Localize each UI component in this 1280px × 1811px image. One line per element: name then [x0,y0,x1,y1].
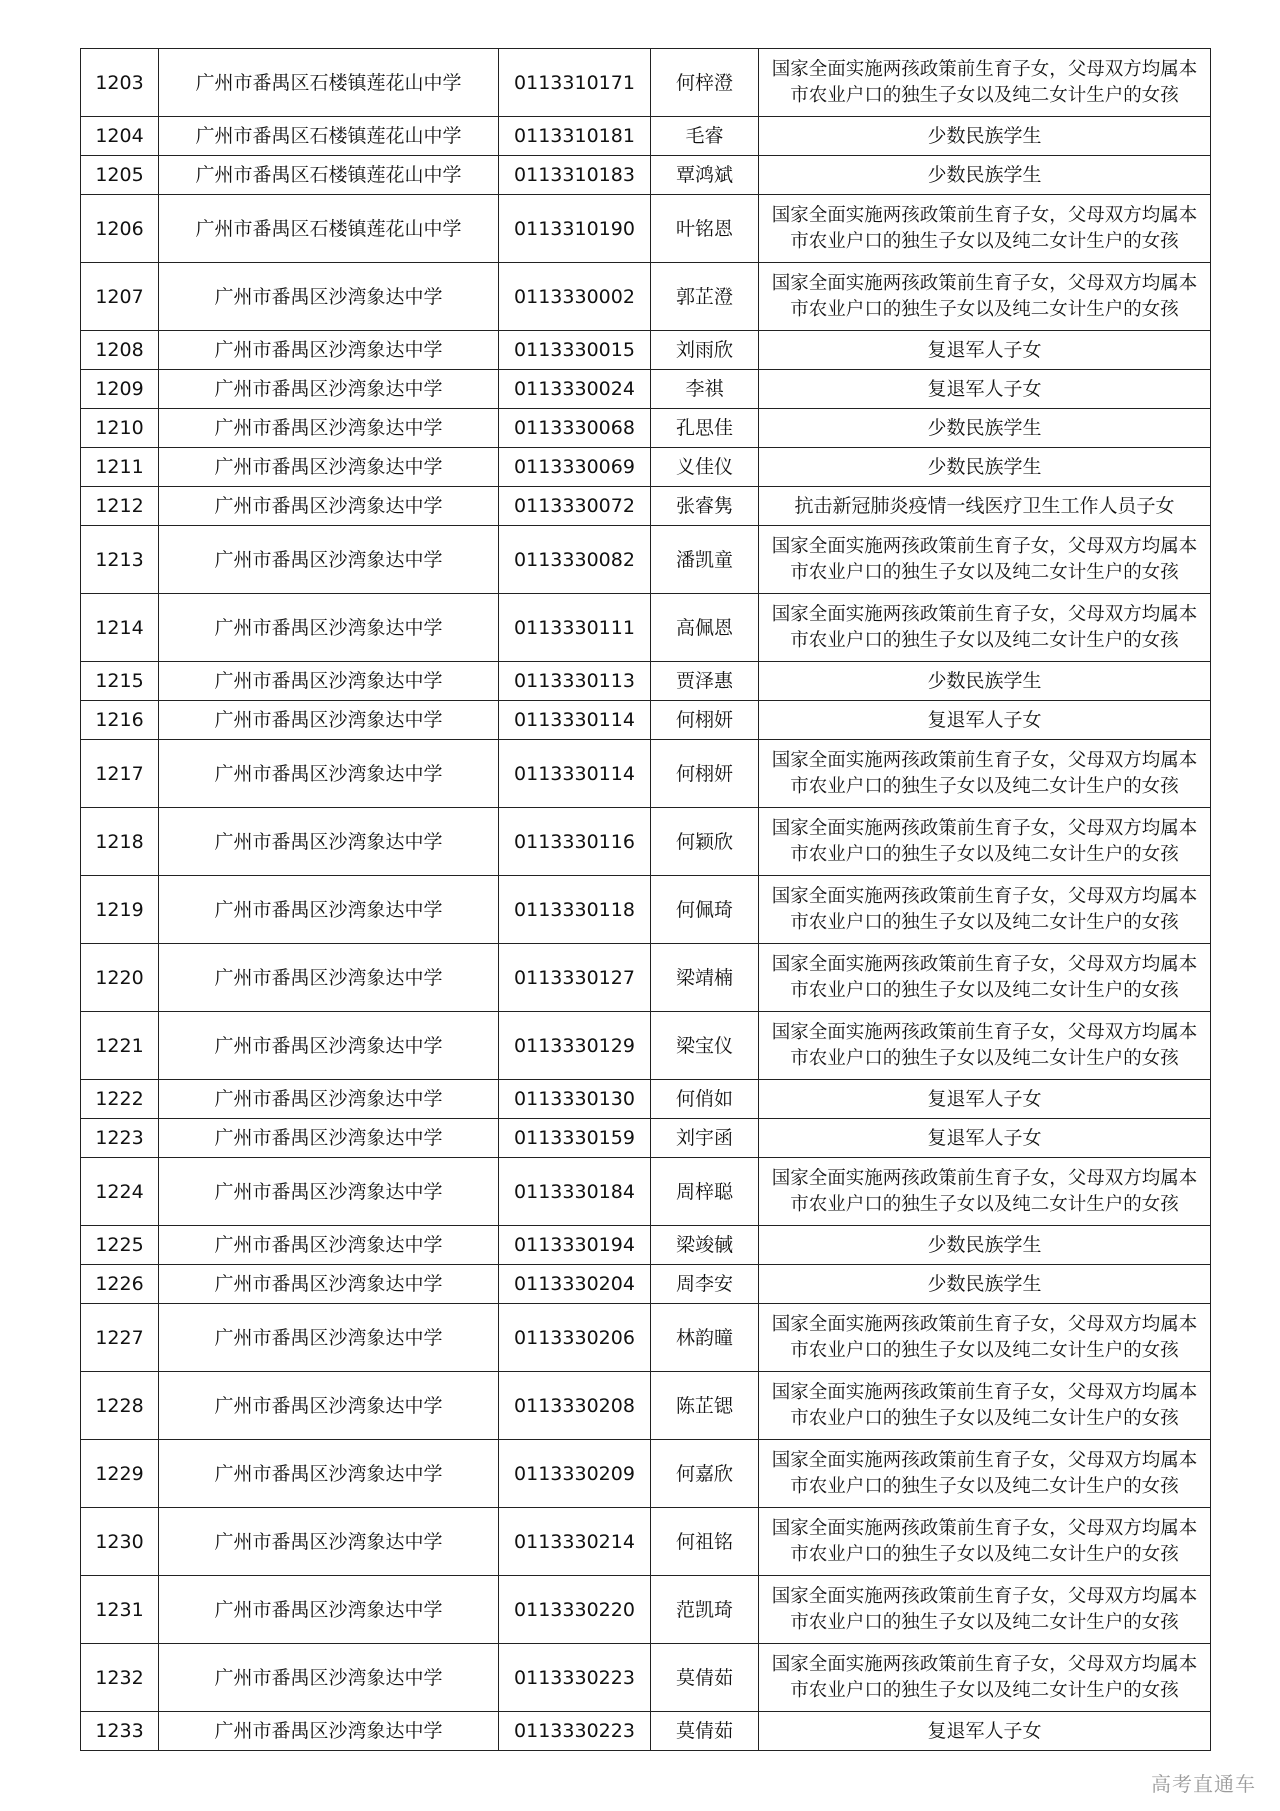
table-row [81,1372,1211,1440]
student-name-cell: 莫倩茹 [651,1712,759,1751]
category-cell: 国家全面实施两孩政策前生育子女，父母双方均属本市农业户口的独生子女以及纯二女计生户的女孩 [759,1304,1211,1372]
row-number-cell: 1222 [81,1080,159,1119]
table-row [81,1576,1211,1644]
school-cell: 广州市番禺区沙湾象达中学 [159,448,499,487]
school-cell: 广州市番禺区石楼镇莲花山中学 [159,195,499,263]
table-row [81,1119,1211,1158]
category-cell: 国家全面实施两孩政策前生育子女，父母双方均属本市农业户口的独生子女以及纯二女计生户的女孩 [759,594,1211,662]
student-id-cell: 0113330082 [499,526,651,594]
row-number-cell: 1217 [81,740,159,808]
table-row [81,1440,1211,1508]
table-row [81,487,1211,526]
table-row [81,409,1211,448]
table-row [81,1508,1211,1576]
category-cell: 少数民族学生 [759,448,1211,487]
school-cell: 广州市番禺区沙湾象达中学 [159,1576,499,1644]
category-cell: 国家全面实施两孩政策前生育子女，父母双方均属本市农业户口的独生子女以及纯二女计生户的女孩 [759,263,1211,331]
watermark-text: 高考直通车 [1151,1772,1256,1796]
school-cell: 广州市番禺区石楼镇莲花山中学 [159,49,499,117]
school-cell: 广州市番禺区沙湾象达中学 [159,1012,499,1080]
school-cell: 广州市番禺区沙湾象达中学 [159,1119,499,1158]
table-row [81,1644,1211,1712]
school-cell: 广州市番禺区沙湾象达中学 [159,594,499,662]
school-cell: 广州市番禺区沙湾象达中学 [159,876,499,944]
row-number-cell: 1226 [81,1265,159,1304]
row-number-cell: 1204 [81,117,159,156]
category-cell: 国家全面实施两孩政策前生育子女，父母双方均属本市农业户口的独生子女以及纯二女计生户的女孩 [759,1644,1211,1712]
table-row [81,1226,1211,1265]
school-cell: 广州市番禺区沙湾象达中学 [159,1080,499,1119]
school-cell: 广州市番禺区沙湾象达中学 [159,1508,499,1576]
row-number-cell: 1212 [81,487,159,526]
row-number-cell: 1233 [81,1712,159,1751]
student-name-cell: 何颖欣 [651,808,759,876]
table-row [81,195,1211,263]
student-id-cell: 0113330072 [499,487,651,526]
student-id-cell: 0113330116 [499,808,651,876]
student-id-cell: 0113330223 [499,1644,651,1712]
table-row [81,331,1211,370]
category-cell: 国家全面实施两孩政策前生育子女，父母双方均属本市农业户口的独生子女以及纯二女计生户的女孩 [759,1158,1211,1226]
row-number-cell: 1209 [81,370,159,409]
table-row [81,876,1211,944]
table-row [81,526,1211,594]
table-row [81,594,1211,662]
row-number-cell: 1220 [81,944,159,1012]
student-name-cell: 梁竣戫 [651,1226,759,1265]
student-name-cell: 刘宇函 [651,1119,759,1158]
school-cell: 广州市番禺区沙湾象达中学 [159,808,499,876]
school-cell: 广州市番禺区沙湾象达中学 [159,1226,499,1265]
student-id-cell: 0113330024 [499,370,651,409]
row-number-cell: 1210 [81,409,159,448]
school-cell: 广州市番禺区沙湾象达中学 [159,1440,499,1508]
row-number-cell: 1221 [81,1012,159,1080]
table-row [81,1265,1211,1304]
student-name-cell: 义佳仪 [651,448,759,487]
category-cell: 国家全面实施两孩政策前生育子女，父母双方均属本市农业户口的独生子女以及纯二女计生户的女孩 [759,1576,1211,1644]
student-name-cell: 毛睿 [651,117,759,156]
table-row [81,662,1211,701]
category-cell: 国家全面实施两孩政策前生育子女，父母双方均属本市农业户口的独生子女以及纯二女计生户的女孩 [759,1440,1211,1508]
row-number-cell: 1227 [81,1304,159,1372]
category-cell: 复退军人子女 [759,370,1211,409]
student-name-cell: 贾泽惠 [651,662,759,701]
row-number-cell: 1216 [81,701,159,740]
row-number-cell: 1218 [81,808,159,876]
school-cell: 广州市番禺区石楼镇莲花山中学 [159,156,499,195]
table-row [81,1080,1211,1119]
student-name-cell: 莫倩茹 [651,1644,759,1712]
category-cell: 国家全面实施两孩政策前生育子女，父母双方均属本市农业户口的独生子女以及纯二女计生户的女孩 [759,1508,1211,1576]
school-cell: 广州市番禺区沙湾象达中学 [159,944,499,1012]
row-number-cell: 1203 [81,49,159,117]
school-cell: 广州市番禺区沙湾象达中学 [159,487,499,526]
category-cell: 少数民族学生 [759,1226,1211,1265]
table-row [81,944,1211,1012]
student-id-cell: 0113330015 [499,331,651,370]
student-name-cell: 郭芷澄 [651,263,759,331]
student-id-cell: 0113330159 [499,1119,651,1158]
student-id-cell: 0113330111 [499,594,651,662]
table-row [81,701,1211,740]
table-row [81,1012,1211,1080]
student-id-cell: 0113330206 [499,1304,651,1372]
category-cell: 国家全面实施两孩政策前生育子女，父母双方均属本市农业户口的独生子女以及纯二女计生户的女孩 [759,1372,1211,1440]
student-id-cell: 0113330184 [499,1158,651,1226]
student-name-cell: 何佩琦 [651,876,759,944]
category-cell: 国家全面实施两孩政策前生育子女，父母双方均属本市农业户口的独生子女以及纯二女计生户的女孩 [759,49,1211,117]
student-name-cell: 陈芷锶 [651,1372,759,1440]
table-row [81,740,1211,808]
student-name-cell: 孔思佳 [651,409,759,448]
row-number-cell: 1232 [81,1644,159,1712]
results-table [80,48,1211,1751]
row-number-cell: 1215 [81,662,159,701]
school-cell: 广州市番禺区沙湾象达中学 [159,331,499,370]
student-id-cell: 0113330114 [499,740,651,808]
student-id-cell: 0113330114 [499,701,651,740]
school-cell: 广州市番禺区沙湾象达中学 [159,1712,499,1751]
student-name-cell: 何栩妍 [651,701,759,740]
school-cell: 广州市番禺区沙湾象达中学 [159,263,499,331]
student-id-cell: 0113330208 [499,1372,651,1440]
category-cell: 少数民族学生 [759,409,1211,448]
student-id-cell: 0113330220 [499,1576,651,1644]
school-cell: 广州市番禺区沙湾象达中学 [159,1372,499,1440]
table-row [81,448,1211,487]
student-name-cell: 何俏如 [651,1080,759,1119]
student-name-cell: 潘凯童 [651,526,759,594]
category-cell: 国家全面实施两孩政策前生育子女，父母双方均属本市农业户口的独生子女以及纯二女计生户的女孩 [759,808,1211,876]
row-number-cell: 1213 [81,526,159,594]
school-cell: 广州市番禺区沙湾象达中学 [159,662,499,701]
student-name-cell: 何栩妍 [651,740,759,808]
school-cell: 广州市番禺区沙湾象达中学 [159,1158,499,1226]
row-number-cell: 1207 [81,263,159,331]
category-cell: 少数民族学生 [759,117,1211,156]
student-id-cell: 0113330118 [499,876,651,944]
table-row [81,117,1211,156]
category-cell: 国家全面实施两孩政策前生育子女，父母双方均属本市农业户口的独生子女以及纯二女计生户的女孩 [759,944,1211,1012]
row-number-cell: 1230 [81,1508,159,1576]
table-row [81,808,1211,876]
row-number-cell: 1223 [81,1119,159,1158]
category-cell: 复退军人子女 [759,1119,1211,1158]
student-id-cell: 0113310183 [499,156,651,195]
student-id-cell: 0113310171 [499,49,651,117]
table-row [81,1304,1211,1372]
school-cell: 广州市番禺区沙湾象达中学 [159,701,499,740]
row-number-cell: 1224 [81,1158,159,1226]
table-row [81,370,1211,409]
student-id-cell: 0113330130 [499,1080,651,1119]
student-id-cell: 0113330002 [499,263,651,331]
category-cell: 少数民族学生 [759,156,1211,195]
student-id-cell: 0113310190 [499,195,651,263]
category-cell: 国家全面实施两孩政策前生育子女，父母双方均属本市农业户口的独生子女以及纯二女计生户的女孩 [759,526,1211,594]
category-cell: 国家全面实施两孩政策前生育子女，父母双方均属本市农业户口的独生子女以及纯二女计生户的女孩 [759,1012,1211,1080]
category-cell: 抗击新冠肺炎疫情一线医疗卫生工作人员子女 [759,487,1211,526]
row-number-cell: 1228 [81,1372,159,1440]
student-id-cell: 0113330194 [499,1226,651,1265]
student-id-cell: 0113330069 [499,448,651,487]
school-cell: 广州市番禺区沙湾象达中学 [159,1304,499,1372]
row-number-cell: 1208 [81,331,159,370]
row-number-cell: 1229 [81,1440,159,1508]
category-cell: 复退军人子女 [759,1080,1211,1119]
row-number-cell: 1214 [81,594,159,662]
category-cell: 复退军人子女 [759,701,1211,740]
student-id-cell: 0113330068 [499,409,651,448]
category-cell: 少数民族学生 [759,1265,1211,1304]
student-id-cell: 0113330214 [499,1508,651,1576]
school-cell: 广州市番禺区沙湾象达中学 [159,409,499,448]
student-name-cell: 何嘉欣 [651,1440,759,1508]
table-row [81,1712,1211,1751]
category-cell: 国家全面实施两孩政策前生育子女，父母双方均属本市农业户口的独生子女以及纯二女计生户的女孩 [759,740,1211,808]
student-id-cell: 0113330209 [499,1440,651,1508]
row-number-cell: 1205 [81,156,159,195]
student-name-cell: 周梓聪 [651,1158,759,1226]
school-cell: 广州市番禺区沙湾象达中学 [159,1265,499,1304]
student-id-cell: 0113310181 [499,117,651,156]
category-cell: 少数民族学生 [759,662,1211,701]
row-number-cell: 1225 [81,1226,159,1265]
school-cell: 广州市番禺区沙湾象达中学 [159,740,499,808]
student-id-cell: 0113330127 [499,944,651,1012]
category-cell: 复退军人子女 [759,1712,1211,1751]
student-name-cell: 刘雨欣 [651,331,759,370]
student-name-cell: 梁宝仪 [651,1012,759,1080]
student-name-cell: 叶铭恩 [651,195,759,263]
student-name-cell: 何祖铭 [651,1508,759,1576]
student-name-cell: 张睿隽 [651,487,759,526]
table-row [81,1158,1211,1226]
student-name-cell: 何梓澄 [651,49,759,117]
student-name-cell: 梁靖楠 [651,944,759,1012]
row-number-cell: 1206 [81,195,159,263]
student-name-cell: 高佩恩 [651,594,759,662]
student-id-cell: 0113330223 [499,1712,651,1751]
school-cell: 广州市番禺区沙湾象达中学 [159,370,499,409]
category-cell: 国家全面实施两孩政策前生育子女，父母双方均属本市农业户口的独生子女以及纯二女计生户的女孩 [759,876,1211,944]
student-id-cell: 0113330129 [499,1012,651,1080]
table-row [81,156,1211,195]
student-name-cell: 范凯琦 [651,1576,759,1644]
table-row [81,49,1211,117]
table-row [81,263,1211,331]
row-number-cell: 1211 [81,448,159,487]
row-number-cell: 1219 [81,876,159,944]
student-id-cell: 0113330113 [499,662,651,701]
row-number-cell: 1231 [81,1576,159,1644]
student-name-cell: 李祺 [651,370,759,409]
student-name-cell: 周李安 [651,1265,759,1304]
school-cell: 广州市番禺区石楼镇莲花山中学 [159,117,499,156]
student-name-cell: 林韵曈 [651,1304,759,1372]
category-cell: 复退军人子女 [759,331,1211,370]
school-cell: 广州市番禺区沙湾象达中学 [159,1644,499,1712]
category-cell: 国家全面实施两孩政策前生育子女，父母双方均属本市农业户口的独生子女以及纯二女计生户的女孩 [759,195,1211,263]
student-id-cell: 0113330204 [499,1265,651,1304]
student-name-cell: 覃鸿斌 [651,156,759,195]
results-table-body [81,49,1211,1751]
school-cell: 广州市番禺区沙湾象达中学 [159,526,499,594]
